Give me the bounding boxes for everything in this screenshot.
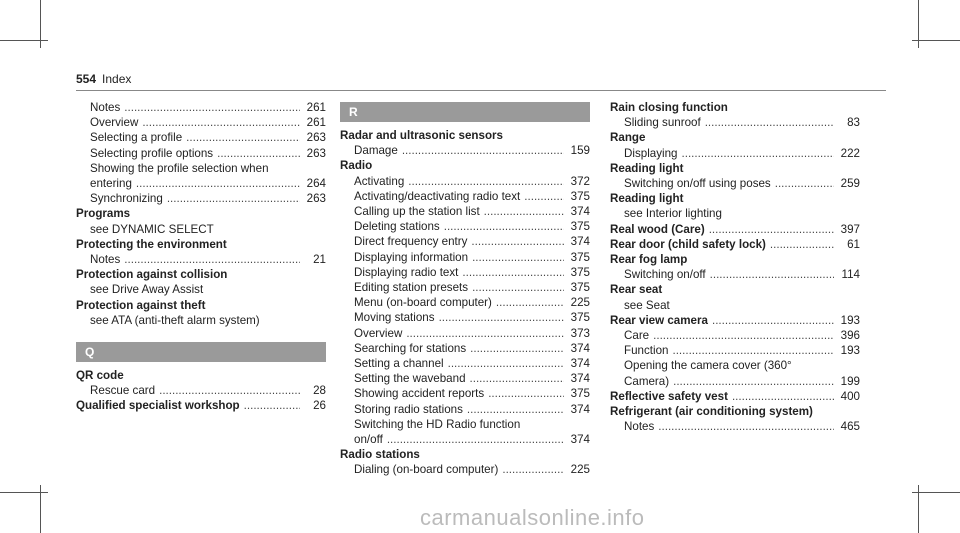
page-number: 554 (76, 72, 97, 86)
index-entry: see DYNAMIC SELECT (90, 222, 214, 236)
index-entry: see Interior lighting (624, 207, 722, 221)
index-entry: Switching on/off using poses ..... 259 (610, 176, 860, 191)
index-entry: Deleting stations ..... 375 (340, 219, 590, 234)
index-heading: Radio (340, 159, 373, 173)
index-entry: Overview ..... 261 (76, 115, 326, 130)
index-entry: Menu (on-board computer) ..... 225 (340, 295, 590, 310)
index-heading: Protection against collision (76, 268, 228, 282)
index-heading: Protection against theft (76, 298, 206, 312)
index-entry: Dialing (on-board computer) ..... 225 (340, 462, 590, 477)
page-title: Index (102, 72, 132, 86)
index-entry: Function ..... 193 (610, 343, 860, 358)
index-heading: Reading light (610, 192, 684, 206)
section-letter-q: Q (76, 342, 326, 362)
index-heading: Protecting the environment (76, 237, 227, 251)
index-entry: Qualified specialist workshop ..... 26 (76, 398, 326, 413)
index-entry: Selecting profile options ..... 263 (76, 146, 326, 161)
crop-mark (0, 40, 48, 41)
index-column-2 (340, 100, 590, 478)
index-heading: Range (610, 131, 646, 145)
index-heading: Reading light (610, 161, 684, 175)
crop-mark (912, 492, 960, 493)
index-entry: Opening the camera cover (360° (624, 359, 792, 373)
index-entry: Notes ..... 261 (76, 100, 326, 115)
index-heading: Rain closing function (610, 101, 728, 114)
index-entry: see Drive Away Assist (90, 283, 204, 297)
index-entry: Setting the waveband ..... 374 (340, 371, 590, 386)
crop-mark (0, 492, 48, 493)
index-entry: Calling up the station list ..... 374 (340, 204, 590, 219)
index-heading: Radio stations (340, 448, 420, 462)
index-entry: Moving stations ..... 375 (340, 310, 590, 325)
index-entry: Synchronizing ..... 263 (76, 191, 326, 206)
index-entry: Selecting a profile ..... 263 (76, 130, 326, 145)
index-entry: Real wood (Care) ..... 397 (610, 222, 860, 237)
index-heading: Refrigerant (air conditioning system) (610, 405, 813, 419)
index-entry: Reflective safety vest ..... 400 (610, 389, 860, 404)
index-entry: Activating ..... 372 (340, 174, 590, 189)
index-entry: Care ..... 396 (610, 328, 860, 343)
index-column-3 (610, 100, 860, 434)
header-rule (76, 90, 886, 91)
index-entry: Searching for stations ..... 374 (340, 341, 590, 356)
radio-subentries (340, 174, 590, 417)
index-entry: Rear door (child safety lock) ..... 61 (610, 237, 860, 252)
index-heading: QR code (76, 369, 124, 383)
index-entry: Camera) ..... 199 (610, 374, 860, 389)
index-heading: Programs (76, 207, 131, 221)
page-header (76, 72, 131, 86)
index-entry: Notes ..... 21 (76, 252, 326, 267)
index-heading: Rear fog lamp (610, 253, 688, 267)
index-entry: Damage ..... 159 (340, 143, 590, 158)
index-entry: Displaying ..... 222 (610, 146, 860, 161)
index-column-1 (76, 100, 326, 414)
index-heading: Rear seat (610, 283, 663, 297)
index-entry: Switching on/off ..... 114 (610, 267, 860, 282)
watermark: carmanualsonline.info (420, 505, 645, 530)
index-entry: Showing the profile selection when (90, 161, 269, 175)
index-entry: see Seat (624, 298, 670, 312)
index-entry: Displaying information ..... 375 (340, 250, 590, 265)
section-letter-r: R (340, 102, 590, 122)
index-entry: Displaying radio text ..... 375 (340, 265, 590, 280)
index-entry: Switching the HD Radio function (354, 417, 521, 431)
index-entry: Sliding sunroof ..... 83 (610, 115, 860, 130)
index-heading: Radar and ultrasonic sensors (340, 129, 504, 142)
index-entry: Overview ..... 373 (340, 326, 590, 341)
crop-mark (912, 40, 960, 41)
index-entry: Rear view camera ..... 193 (610, 313, 860, 328)
index-entry: Showing accident reports ..... 375 (340, 386, 590, 401)
index-entry: on/off ..... 374 (340, 432, 590, 447)
index-entry: Activating/deactivating radio text ..... 375 (340, 189, 590, 204)
index-entry: Notes ..... 465 (610, 419, 860, 434)
index-entry: Rescue card ..... 28 (76, 383, 326, 398)
index-entry: Direct frequency entry ..... 374 (340, 234, 590, 249)
index-entry: Setting a channel ..... 374 (340, 356, 590, 371)
index-entry: see ATA (anti-theft alarm system) (90, 313, 260, 327)
index-entry: entering ..... 264 (76, 176, 326, 191)
index-entry: Storing radio stations ..... 374 (340, 402, 590, 417)
index-entry: Editing station presets ..... 375 (340, 280, 590, 295)
